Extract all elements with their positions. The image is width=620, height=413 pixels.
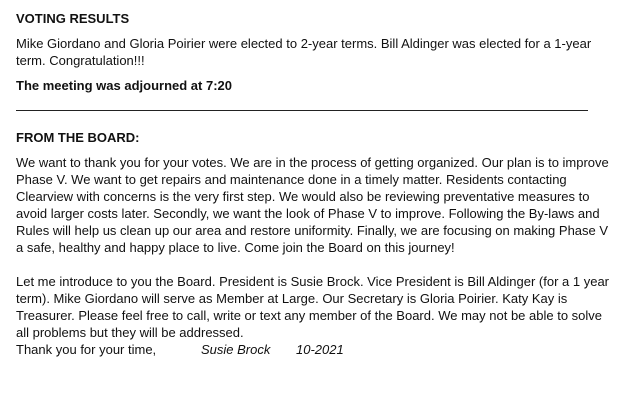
meeting-adjourned-text: The meeting was adjourned at 7:20 (16, 78, 232, 93)
voting-results-text: Mike Giordano and Gloria Poirier were elected to 2-year terms. Bill Aldinger was elected for a 1-year term. Congratulation!!! (16, 36, 592, 68)
signoff-line (16, 341, 616, 358)
horizontal-divider (16, 110, 588, 111)
board-paragraph-introductions: Let me introduce to you the Board. President is Susie Brock. Vice President is Bill Aldinger (for a 1 year term). Mike Giordano will serve as Member at Large. Our Secretary is Gloria Poirier. Katy Kay is Treasurer. Please feel free to call, write or text any member of the Board. We may not be able to solve all problems but they will be addressed. (16, 274, 610, 340)
divider-wrapper (16, 94, 616, 120)
thank-you-text: Thank you for your time, (16, 342, 157, 357)
document-page (16, 10, 616, 358)
from-the-board-heading: FROM THE BOARD: (16, 130, 140, 145)
signature-date: 10-2021 (296, 342, 344, 357)
voting-results-heading: VOTING RESULTS (16, 11, 130, 26)
signature-name: Susie Brock (201, 342, 271, 357)
board-paragraph-plans: We want to thank you for your votes. We are in the process of getting organized. Our plan is to improve Phase V. We want to get repairs and maintenance done in a timely matter. Residents contacting Clearview with concerns is the very first step. We would also be reviewing preventative measures to avoid larger costs later. Secondly, we want the look of Phase V to improve. Following the By-laws and Rules will help us clean up our area and restore uniformity. Finally, we are focusing on making Phase V a safe, healthy and happy place to live. Come join the Board on this journey! (16, 155, 609, 255)
